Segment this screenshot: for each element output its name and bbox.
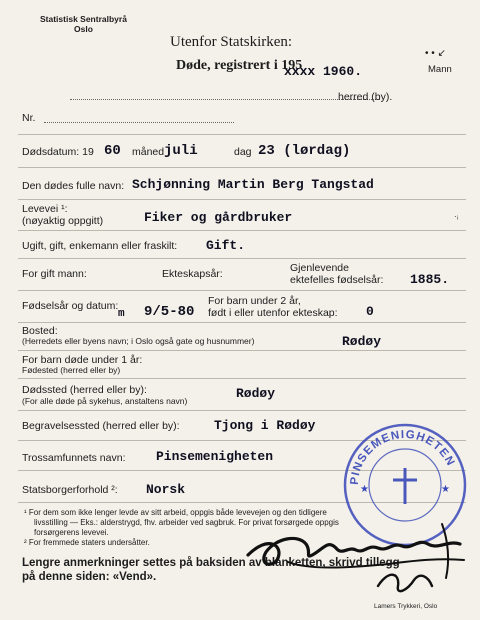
residence-value: Rødøy [342, 334, 382, 349]
footnote-1-line-2: livsstilling — Eks.: alderstrygd, fhv. arbeider ved sagbruk. For privat forsørgede oppgis [34, 518, 339, 527]
divider [18, 134, 466, 135]
burial-place-value: Tjong i Rødøy [214, 418, 316, 433]
mann-label: Mann [428, 64, 452, 75]
residence-sub: (Herredets eller byens navn; i Oslo også gate og husnummer) [22, 336, 255, 346]
child2-label-2: født i eller utenfor ekteskap: [208, 307, 338, 319]
full-name-label: Den dødes fulle navn: [22, 180, 125, 192]
death-place-sub: (For alle døde på sykehus, anstaltens navn) [22, 396, 188, 406]
spouse-label-1: Gjenlevende [290, 262, 349, 274]
child2-value: 0 [366, 304, 374, 319]
married-man-label: For gift mann: [22, 268, 87, 280]
citizenship-label: Statsborgerforhold ²: [22, 484, 118, 496]
divider [18, 167, 466, 168]
child2-label-1: For barn under 2 år, [208, 295, 301, 307]
child1-sub: Fødested (herred eller by) [22, 365, 121, 375]
birth-date-value: 9/5-80 [144, 304, 195, 320]
svg-text:★: ★ [441, 484, 450, 495]
marriage-year-label: Ekteskapsår: [162, 268, 223, 280]
full-name-value: Schjønning Martin Berg Tangstad [132, 177, 374, 192]
divider [18, 230, 466, 231]
agency-city: Oslo [74, 24, 93, 34]
agency-block [40, 14, 127, 34]
footnote-1-line-1: ¹ For dem som ikke lenger levde av sitt arbeid, oppgis både levevejen og den tidligere [24, 508, 327, 517]
herred-label: herred (by). [338, 91, 393, 103]
day-value: 23 (lørdag) [258, 143, 351, 159]
svg-text:★: ★ [360, 484, 369, 495]
printer-imprint: Lamers Trykkeri, Oslo [374, 603, 438, 610]
burial-place-label: Begravelsessted (herred eller by): [22, 420, 180, 432]
form-subtitle: Døde, registrert i 195 [176, 58, 303, 73]
marital-status-value: Gift. [206, 238, 246, 253]
month-value: juli [164, 143, 198, 159]
nr-line [44, 122, 234, 123]
occupation-label: Levevei ¹: [22, 203, 68, 215]
death-year-value: 60 [104, 143, 121, 159]
form-title: Utenfor Statskirken: [170, 34, 293, 50]
birth-date-label: Fødselsår og datum: [22, 300, 119, 312]
divider [18, 290, 466, 291]
registration-year: xxxx 1960. [284, 64, 363, 79]
occupation-sub: (nøyaktig oppgitt) [22, 215, 104, 227]
death-place-label: Dødssted (herred eller by): [22, 384, 147, 396]
divider [18, 410, 466, 411]
religion-value: Pinsemenigheten [156, 449, 274, 464]
death-date-label: Dødsdatum: 19 [22, 146, 94, 158]
divider [18, 378, 466, 379]
closing-line-1: Lengre anmerkninger settes på baksiden av blanketten, skrivd tillegg [22, 557, 400, 569]
closing-line-2: på denne siden: «Vend». [22, 571, 157, 583]
divider [18, 258, 466, 259]
occupation-value: Fiker og gårdbruker [144, 210, 293, 225]
child1-label: For barn døde under 1 år: [22, 354, 143, 366]
death-place-value: Rødøy [236, 386, 276, 401]
month-label: måned [132, 146, 165, 158]
divider [18, 322, 466, 323]
divider [18, 199, 466, 200]
footnote-1-line-3: forsørgerens levevei. [34, 528, 109, 537]
residence-label: Bosted: [22, 325, 58, 337]
herred-line [70, 99, 380, 100]
divider [18, 350, 466, 351]
nr-label: Nr. [22, 112, 36, 124]
birth-m-mark: m [118, 308, 125, 320]
marital-status-label: Ugift, gift, enkemann eller fraskilt: [22, 240, 178, 252]
citizenship-value: Norsk [146, 482, 186, 497]
mann-mark: • • ↙ [425, 48, 446, 59]
agency-name: Statistisk Sentralbyrå [40, 14, 127, 24]
spouse-label-2: ektefelles fødselsår: [290, 274, 384, 286]
religion-label: Trossamfunnets navn: [22, 452, 126, 464]
signature [228, 500, 478, 610]
day-label: dag [234, 146, 252, 158]
cross-icon [393, 468, 417, 504]
margin-mark: ·ᵢ [454, 212, 458, 221]
spouse-birth-year-value: 1885. [410, 272, 450, 287]
footnote-2: ² For fremmede staters undersåtter. [24, 538, 150, 547]
stamp-text: PINSEMENIGHETEN [348, 428, 457, 486]
